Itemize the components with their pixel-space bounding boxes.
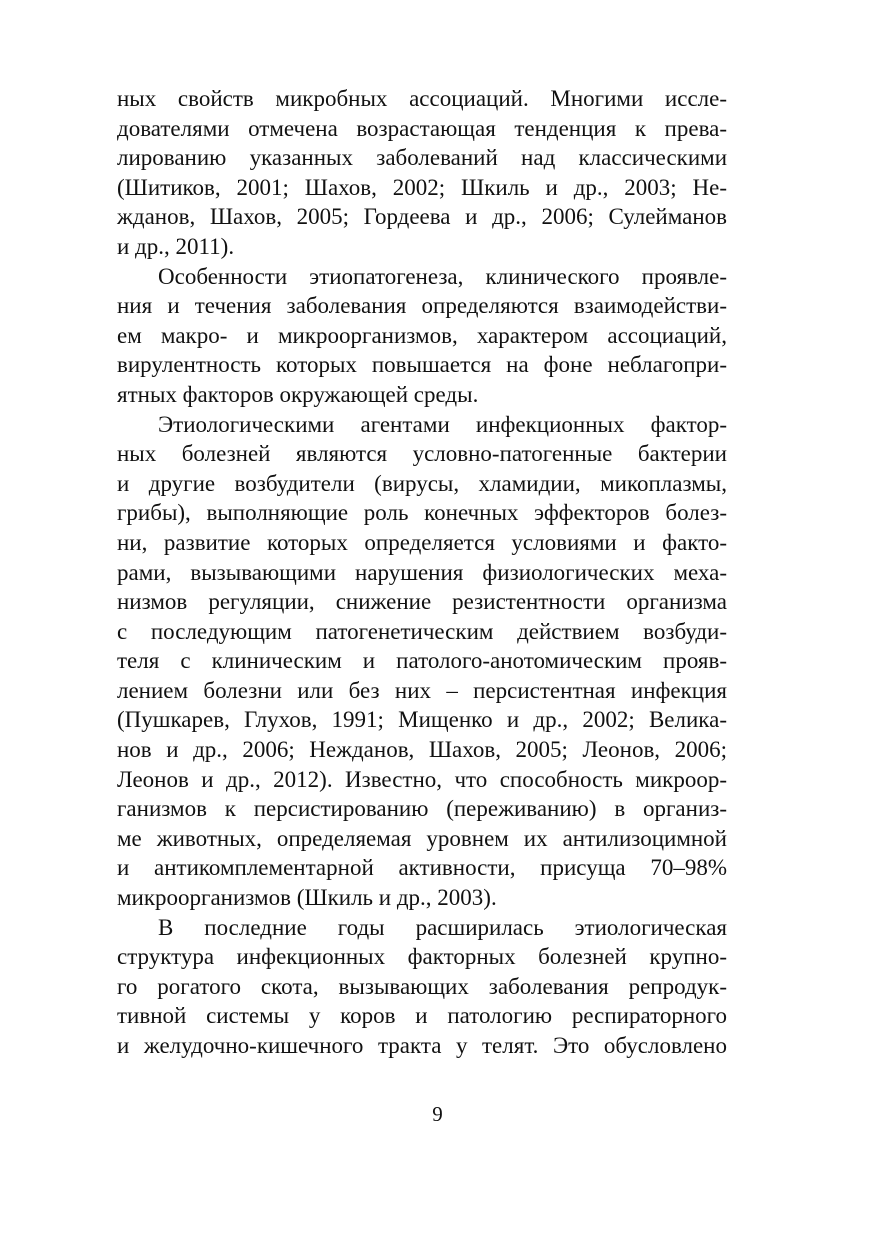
text-line: го рогатого скота, вызывающих заболевания репродук- [117, 973, 727, 999]
text-line: ганизмов к персистированию (переживанию) в организ- [117, 796, 727, 822]
text-line: лением болезни или без них – персистентная инфекция [117, 677, 727, 703]
text-line: лированию указанных заболеваний над классическими [117, 145, 727, 171]
body-text [117, 84, 727, 1061]
text-line: ятных факторов окружающей среды. [117, 381, 479, 407]
text-line: дователями отмечена возрастающая тенденция к прева- [117, 115, 727, 141]
text-line: ния и течения заболевания определяются взаимодействи- [117, 293, 727, 319]
text-line: В последние годы расширилась этиологическая [158, 914, 727, 940]
text-line: (Шитиков, 2001; Шахов, 2002; Шкиль и др., 2003; Не- [117, 174, 727, 200]
text-line: и желудочно-кишечного тракта у телят. Это обусловлено [117, 1033, 727, 1058]
text-line: микроорганизмов (Шкиль и др., 2003). [117, 885, 497, 911]
text-line: жданов, Шахов, 2005; Гордеева и др., 2006; Сулейманов [117, 204, 727, 230]
text-line: и др., 2011). [117, 233, 235, 259]
text-line: нов и др., 2006; Нежданов, Шахов, 2005; Леонов, 2006; [117, 737, 727, 763]
text-line: структура инфекционных факторных болезней крупно- [117, 944, 727, 970]
text-line: ме животных, определяемая уровнем их антилизоцимной [117, 825, 727, 851]
text-line: тивной системы у коров и патологию респираторного [117, 1003, 727, 1029]
text-line: Этиологическими агентами инфекционных фактор- [158, 411, 727, 437]
text-line: (Пушкарев, Глухов, 1991; Мищенко и др., 2002; Велика- [117, 707, 727, 733]
text-line: ем макро- и микроорганизмов, характером ассоциаций, [117, 322, 727, 348]
text-line: вирулентность которых повышается на фоне неблагопри- [117, 352, 727, 378]
page-number: 9 [432, 1102, 443, 1126]
text-line: с последующим патогенетическим действием возбуди- [117, 618, 727, 644]
text-line: Особенности этиопатогенеза, клинического проявле- [158, 263, 727, 289]
text-line: и антикомплементарной активности, присуща 70–98% [117, 855, 727, 881]
text-line: низмов регуляции, снижение резистентности организма [117, 589, 727, 615]
text-line: грибы), выполняющие роль конечных эффекторов болез- [117, 500, 727, 526]
text-line: ных свойств микробных ассоциаций. Многими иссле- [117, 86, 727, 111]
text-line: ни, развитие которых определяется условиями и факто- [117, 529, 727, 555]
text-line: и другие возбудители (вирусы, хламидии, микоплазмы, [117, 470, 727, 496]
text-line: рами, вызывающими нарушения физиологических меха- [117, 559, 727, 585]
text-line: ных болезней являются условно-патогенные бактерии [117, 441, 727, 467]
text-line: Леонов и др., 2012). Известно, что способность микроор- [117, 766, 727, 792]
text-line: теля с клиническим и патолого-анотомическим прояв- [117, 648, 727, 674]
